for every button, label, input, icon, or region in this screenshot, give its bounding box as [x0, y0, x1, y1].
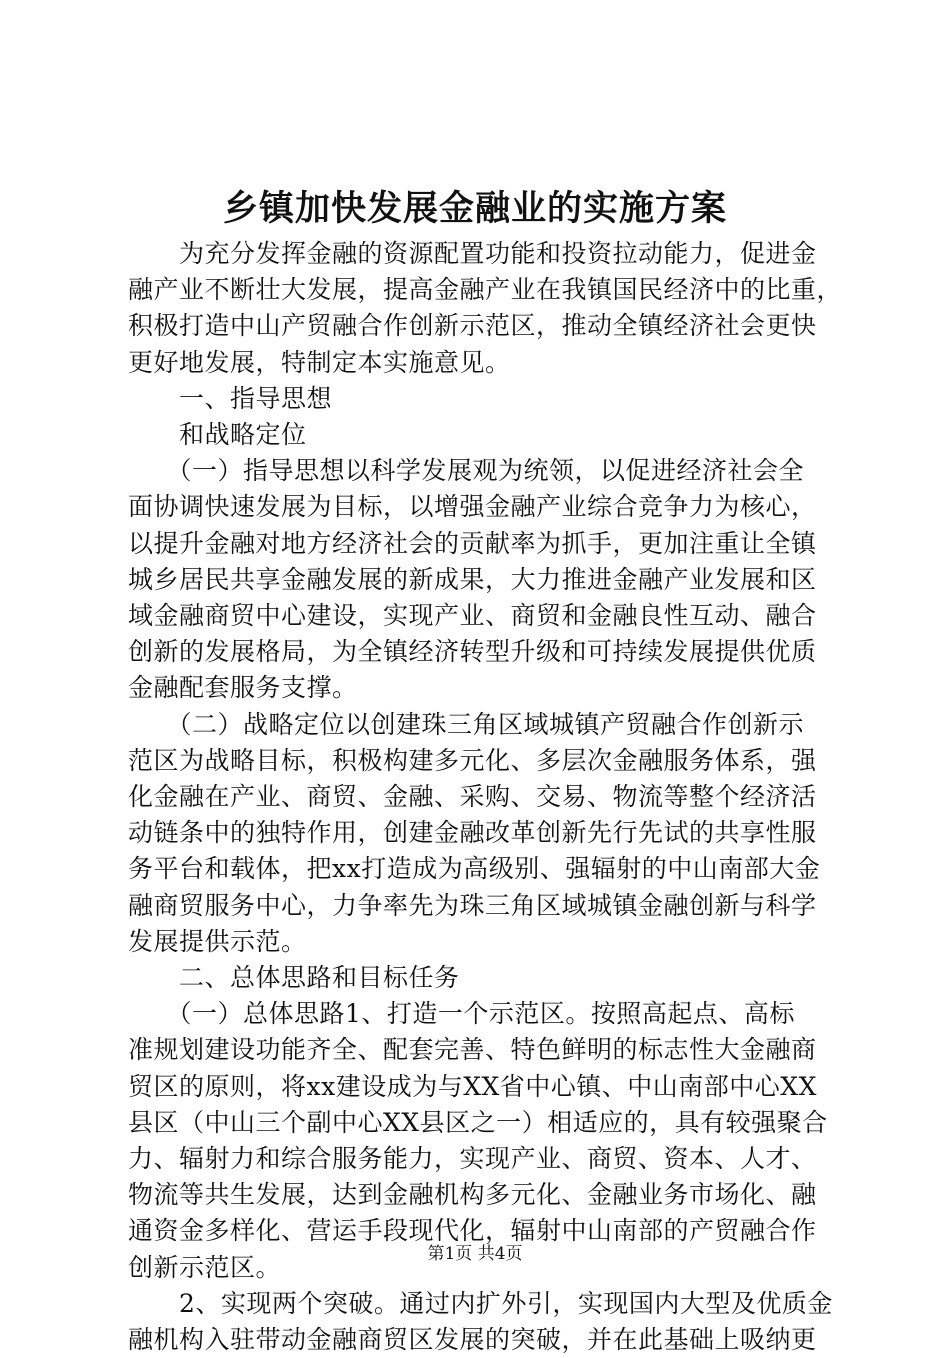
- body-line: （二）战略定位以创建珠三角区域城镇产贸融合作创新示: [128, 709, 805, 739]
- body-line: 融机构入驻带动金融商贸区发展的突破，并在此基础上吸纳更: [128, 1325, 817, 1354]
- body-line: 和战略定位: [128, 420, 307, 449]
- body-line: 县区（中山三个副中心XX县区之一）相适应的，具有较强聚合: [128, 1107, 828, 1137]
- body-line: 2、实现两个突破。通过内扩外引，实现国内大型及优质金: [128, 1288, 833, 1318]
- body-line: （一）总体思路1、打造一个示范区。按照高起点、高标: [128, 999, 795, 1029]
- body-line: 金融配套服务支撑。: [128, 673, 358, 703]
- body-line: 二、总体思路和目标任务: [128, 963, 460, 992]
- body-line: 创新示范区。: [128, 1252, 282, 1282]
- body-line: 力、辐射力和综合服务能力，实现产业、商贸、资本、人才、: [128, 1144, 817, 1173]
- body-line: 动链条中的独特作用，创建金融改革创新先行先试的共享性服: [128, 818, 817, 848]
- body-line: 融产业不断壮大发展，提高金融产业在我镇国民经济中的比重，: [128, 275, 843, 305]
- page-footer: 第1页 共4页: [427, 1244, 523, 1264]
- body-line: 更好地发展，特制定本实施意见。: [128, 347, 511, 377]
- body-line: 一、指导思想: [128, 383, 333, 413]
- body-line: 融商贸服务中心，力争率先为珠三角区域城镇金融创新与科学: [128, 890, 817, 920]
- body-line: 准规划建设功能齐全、配套完善、特色鲜明的标志性大金融商: [128, 1035, 817, 1065]
- body-line: 发展提供示范。: [128, 926, 307, 956]
- body-line: 积极打造中山产贸融合作创新示范区，推动全镇经济社会更快: [128, 311, 817, 341]
- body-line: 范区为战略目标，积极构建多元化、多层次金融服务体系，强: [128, 745, 817, 775]
- body-line: 城乡居民共享金融发展的新成果，大力推进金融产业发展和区: [128, 564, 817, 594]
- body-line: 贸区的原则，将xx建设成为与XX省中心镇、中山南部中心XX: [128, 1071, 817, 1101]
- body-line: 以提升金融对地方经济社会的贡献率为抓手，更加注重让全镇: [128, 528, 817, 558]
- body-line: 创新的发展格局，为全镇经济转型升级和可持续发展提供优质: [128, 637, 817, 667]
- body-line: 物流等共生发展，达到金融机构多元化、金融业务市场化、融: [128, 1180, 817, 1210]
- body-line: 域金融商贸中心建设，实现产业、商贸和金融良性互动、融合: [128, 601, 817, 630]
- document-title: 乡镇加快发展金融业的实施方案: [222, 188, 727, 229]
- body-line: 化金融在产业、商贸、金融、采购、交易、物流等整个经济活: [128, 782, 817, 811]
- body-line: 通资金多样化、营运手段现代化，辐射中山南部的产贸融合作: [128, 1216, 817, 1246]
- body-line: 面协调快速发展为目标，以增强金融产业综合竞争力为核心，: [128, 492, 817, 522]
- body-line: 为充分发挥金融的资源配置功能和投资拉动能力，促进金: [128, 239, 817, 268]
- body-line: 务平台和载体，把xx打造成为高级别、强辐射的中山南部大金: [128, 854, 821, 884]
- body-line: （一）指导思想以科学发展观为统领，以促进经济社会全: [128, 456, 805, 486]
